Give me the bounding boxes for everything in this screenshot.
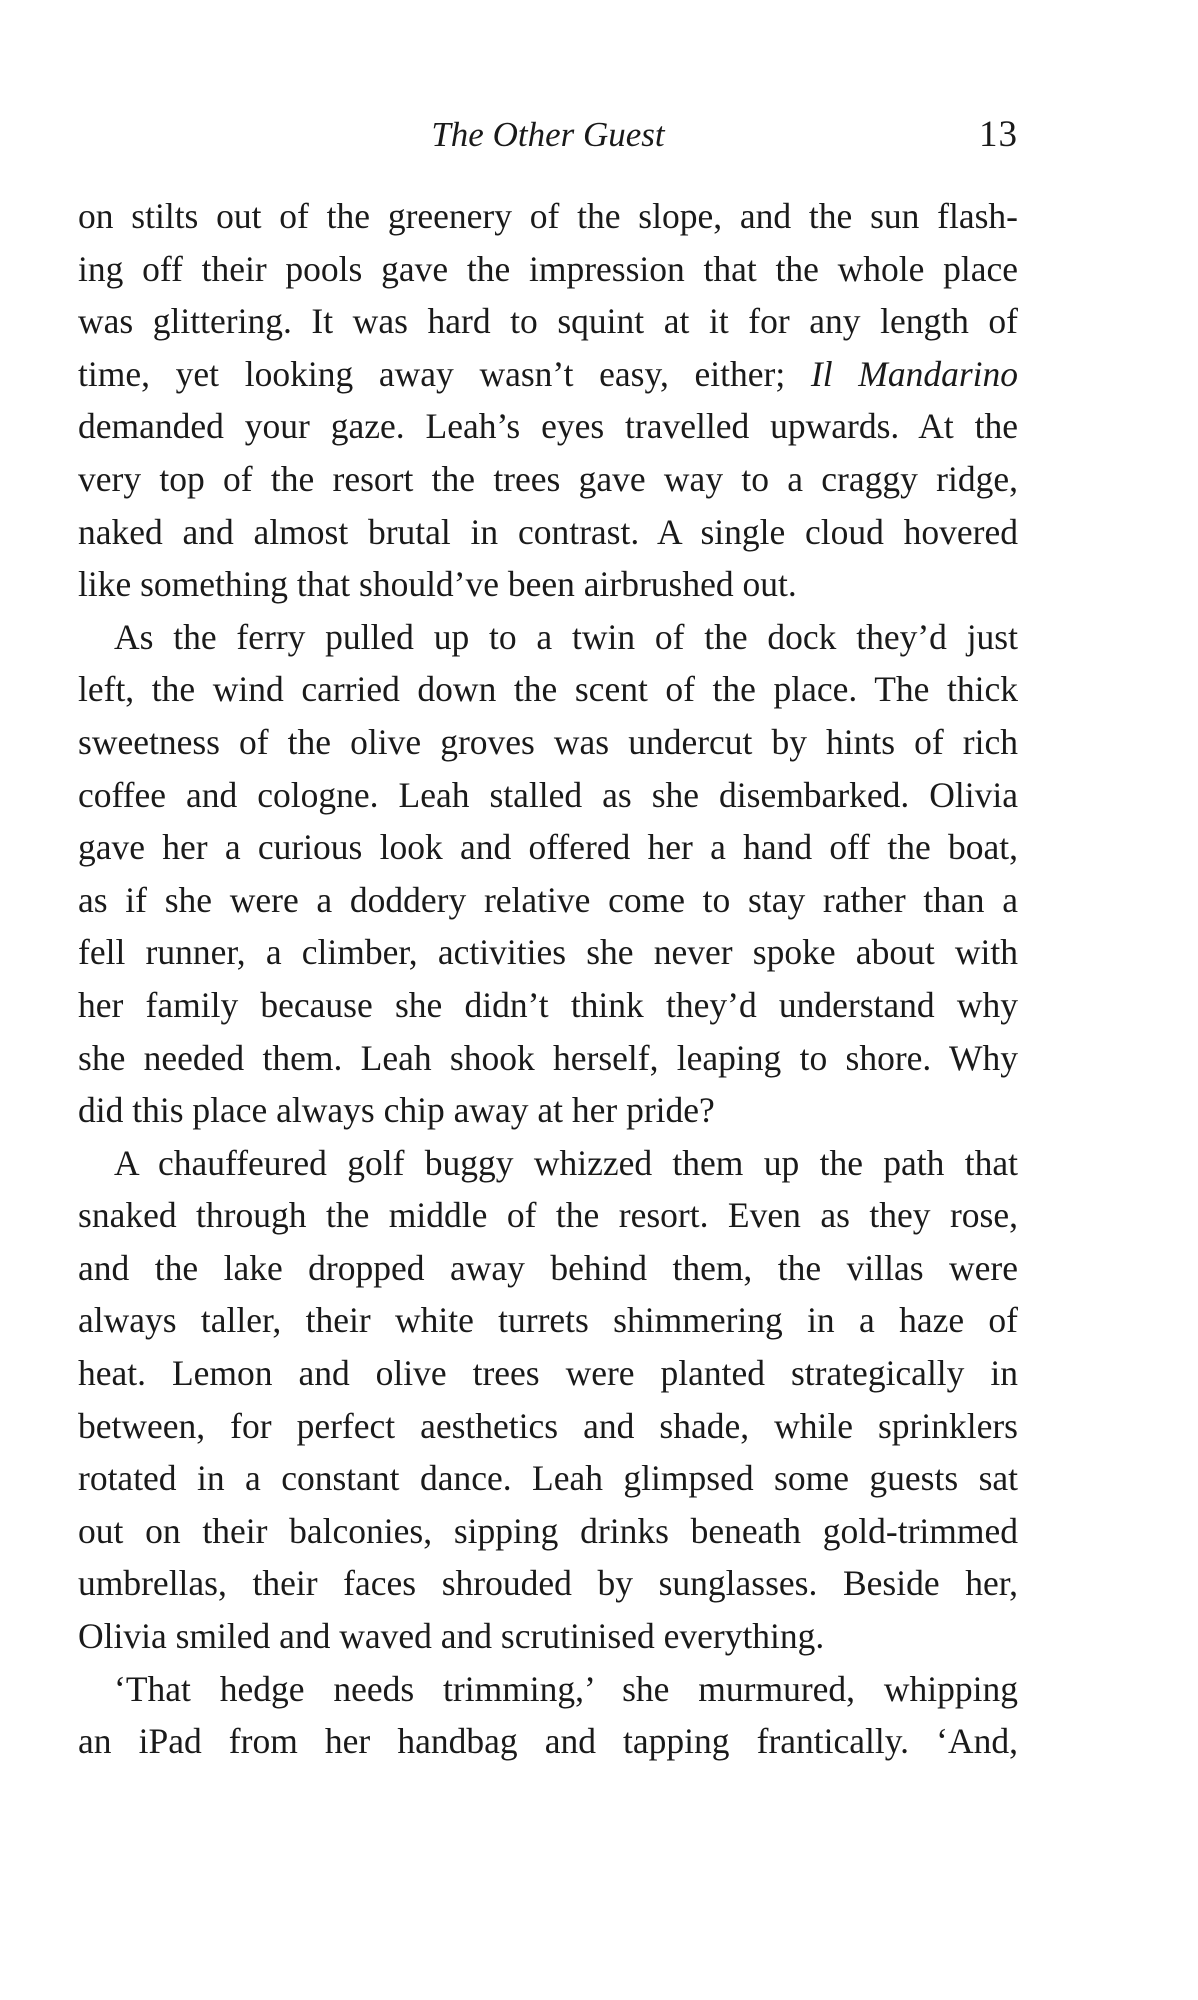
page-number: 13: [979, 114, 1018, 155]
paragraph-first-line: ‘That hedge needs trimming,’ she murmured, whipping: [114, 1668, 1018, 1709]
text-line: an iPad from her handbag and tapping frantically. ‘And,: [78, 1721, 1018, 1762]
text-line: very top of the resort the trees gave way to a craggy ridge,: [78, 458, 1018, 499]
text-line: [78, 348, 1018, 401]
text-line: was glittering. It was hard to squint at it for any length of: [78, 301, 1018, 342]
body-text: [78, 190, 1018, 1768]
text-line: umbrellas, their faces shrouded by sunglasses. Beside her,: [78, 1563, 1018, 1604]
text-line: and the lake dropped away behind them, the villas were: [78, 1247, 1018, 1288]
italic-title: Il Mandarino: [810, 353, 1018, 394]
text-line: demanded your gaze. Leah’s eyes travelled upwards. At the: [78, 406, 1018, 447]
text-line: naked and almost brutal in contrast. A single cloud hovered: [78, 511, 1018, 552]
text-line: left, the wind carried down the scent of the place. The thick: [78, 669, 1018, 710]
text-line: as if she were a doddery relative come to stay rather than a: [78, 879, 1018, 920]
text-line: coffee and cologne. Leah stalled as she disembarked. Olivia: [78, 774, 1018, 815]
running-title: The Other Guest: [431, 115, 665, 154]
text-line: she needed them. Leah shook herself, leaping to shore. Why: [78, 1037, 1018, 1078]
text-line: fell runner, a climber, activities she never spoke about with: [78, 932, 1018, 973]
paragraph-first-line: As the ferry pulled up to a twin of the dock they’d just: [114, 616, 1018, 657]
text-line: Olivia smiled and waved and scrutinised everything.: [78, 1616, 825, 1657]
text-line: rotated in a constant dance. Leah glimpsed some guests sat: [78, 1458, 1018, 1499]
text-line: on stilts out of the greenery of the slope, and the sun flash-: [78, 196, 1018, 236]
text-line: did this place always chip away at her pride?: [78, 1090, 715, 1131]
paragraph-first-line: A chauffeured golf buggy whizzed them up the path that: [114, 1142, 1018, 1183]
text-line: always taller, their white turrets shimmering in a haze of: [78, 1300, 1018, 1341]
running-head: [78, 110, 1018, 160]
text-line: heat. Lemon and olive trees were planted strategically in: [78, 1353, 1018, 1394]
text-line: sweetness of the olive groves was undercut by hints of rich: [78, 721, 1018, 762]
text-line: her family because she didn’t think they’d understand why: [78, 984, 1018, 1025]
text-line: gave her a curious look and offered her a hand off the boat,: [78, 827, 1018, 868]
text-line: out on their balconies, sipping drinks beneath gold-trimmed: [78, 1510, 1018, 1551]
text-line: ing off their pools gave the impression that the whole place: [78, 248, 1018, 289]
text-span: time, yet looking away wasn’t easy, either;: [78, 353, 811, 394]
text-line: snaked through the middle of the resort. Even as they rose,: [78, 1195, 1018, 1236]
text-line: between, for perfect aesthetics and shade, while sprinklers: [78, 1405, 1018, 1446]
text-line: like something that should’ve been airbrushed out.: [78, 564, 797, 605]
